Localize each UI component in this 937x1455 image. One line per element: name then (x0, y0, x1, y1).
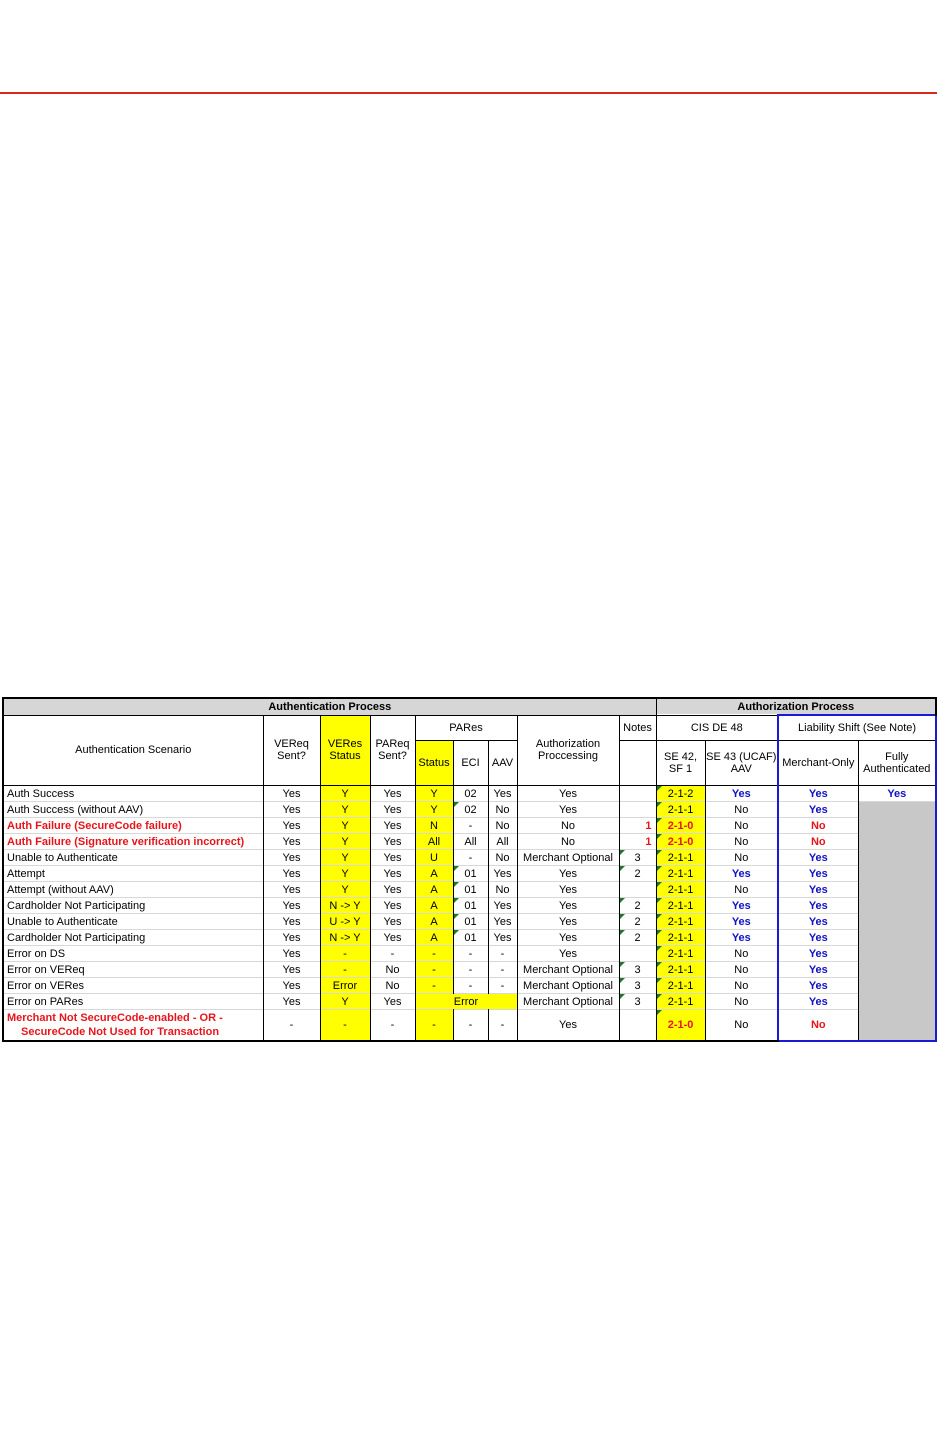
se43-cell: Yes (705, 930, 778, 946)
securecode-scenario-table (2, 697, 937, 1042)
table-row (3, 1010, 936, 1042)
pares-aav-cell: Yes (488, 930, 517, 946)
se42-cell: 2-1-1 (656, 962, 705, 978)
se42-cell: 2-1-1 (656, 866, 705, 882)
authorization-processing-cell: No (517, 834, 619, 850)
merchant-only-cell: No (778, 818, 858, 834)
se42-cell: 2-1-2 (656, 786, 705, 802)
notes-cell: 1 (619, 818, 656, 834)
pares-aav-cell: No (488, 850, 517, 866)
scenario-cell: Auth Failure (SecureCode failure) (3, 818, 263, 834)
notes-cell: 3 (619, 962, 656, 978)
pares-status-cell: N (415, 818, 453, 834)
vereq-sent-cell: Yes (263, 866, 320, 882)
merchant-only-cell: Yes (778, 882, 858, 898)
notes-cell: 2 (619, 914, 656, 930)
authentication-process-header: Authentication Process (3, 698, 656, 715)
veres-status-cell: Error (320, 978, 370, 994)
pareq-sent-cell: Yes (370, 802, 415, 818)
se43-cell: No (705, 882, 778, 898)
scenario-cell: Auth Success (without AAV) (3, 802, 263, 818)
se43-cell: Yes (705, 898, 778, 914)
authorization-process-header: Authorization Process (656, 698, 936, 715)
se42-cell: 2-1-1 (656, 946, 705, 962)
notes-cell (619, 786, 656, 802)
se43-cell: No (705, 978, 778, 994)
pares-aav-header: AAV (488, 741, 517, 786)
se42-cell: 2-1-0 (656, 834, 705, 850)
pares-status-cell: A (415, 882, 453, 898)
notes-cell: 2 (619, 930, 656, 946)
pareq-sent-cell: Yes (370, 898, 415, 914)
merchant-only-cell: Yes (778, 786, 858, 802)
table-row (3, 994, 936, 1010)
se42-cell: 2-1-1 (656, 850, 705, 866)
vereq-sent-cell: Yes (263, 930, 320, 946)
authorization-processing-cell: Yes (517, 882, 619, 898)
pares-aav-cell: Yes (488, 914, 517, 930)
notes-cell (619, 946, 656, 962)
authorization-processing-cell: Yes (517, 786, 619, 802)
pareq-sent-cell: - (370, 1010, 415, 1042)
notes-subheader (619, 741, 656, 786)
vereq-sent-cell: Yes (263, 898, 320, 914)
scenario-cell: Unable to Authenticate (3, 850, 263, 866)
table-row (3, 930, 936, 946)
pares-eci-cell: - (453, 818, 488, 834)
table-row (3, 786, 936, 802)
pareq-sent-header: PAReq Sent? (370, 715, 415, 786)
se43-cell: No (705, 802, 778, 818)
pares-status-cell: All (415, 834, 453, 850)
scenario-cell: Attempt (3, 866, 263, 882)
pares-eci-cell: 01 (453, 914, 488, 930)
vereq-sent-cell: Yes (263, 962, 320, 978)
group-header-row (3, 698, 936, 715)
pares-status-cell: A (415, 930, 453, 946)
veres-status-cell: Y (320, 994, 370, 1010)
scenario-cell: Error on VERes (3, 978, 263, 994)
pares-eci-cell: - (453, 962, 488, 978)
table-row (3, 882, 936, 898)
notes-cell (619, 802, 656, 818)
pares-status-header: Status (415, 741, 453, 786)
authorization-processing-cell: Yes (517, 802, 619, 818)
pares-status-cell: - (415, 962, 453, 978)
se42-cell: 2-1-1 (656, 882, 705, 898)
veres-status-cell: Y (320, 834, 370, 850)
authorization-processing-cell: Merchant Optional (517, 978, 619, 994)
se43-cell: Yes (705, 786, 778, 802)
pares-aav-cell: No (488, 818, 517, 834)
scenario-cell: Error on PARes (3, 994, 263, 1010)
pares-eci-cell: - (453, 850, 488, 866)
notes-cell: 3 (619, 994, 656, 1010)
vereq-sent-cell: - (263, 1010, 320, 1042)
vereq-sent-header: VEReq Sent? (263, 715, 320, 786)
table-row (3, 946, 936, 962)
se43-header: SE 43 (UCAF) AAV (705, 741, 778, 786)
pareq-sent-cell: No (370, 962, 415, 978)
pares-status-cell: A (415, 866, 453, 882)
notes-cell (619, 882, 656, 898)
veres-status-cell: - (320, 1010, 370, 1042)
header-rule (0, 92, 937, 94)
authorization-processing-cell: Merchant Optional (517, 962, 619, 978)
se43-cell: No (705, 946, 778, 962)
table-row (3, 978, 936, 994)
veres-status-cell: Y (320, 882, 370, 898)
authorization-processing-cell: Merchant Optional (517, 850, 619, 866)
table-row (3, 818, 936, 834)
vereq-sent-cell: Yes (263, 978, 320, 994)
pares-aav-cell: Yes (488, 898, 517, 914)
pareq-sent-cell: No (370, 978, 415, 994)
pares-error-cell: Error (415, 994, 517, 1010)
table-row (3, 898, 936, 914)
pares-aav-cell: - (488, 978, 517, 994)
vereq-sent-cell: Yes (263, 914, 320, 930)
se42-header: SE 42, SF 1 (656, 741, 705, 786)
scenario-cell (3, 1010, 263, 1042)
scenario-cell: Auth Failure (Signature verification incorrect) (3, 834, 263, 850)
se43-cell: No (705, 1010, 778, 1042)
column-header-row (3, 715, 936, 741)
merchant-only-cell: Yes (778, 994, 858, 1010)
pares-status-cell: - (415, 978, 453, 994)
notes-cell: 1 (619, 834, 656, 850)
scenario-cell: Error on DS (3, 946, 263, 962)
se43-cell: No (705, 834, 778, 850)
pareq-sent-cell: Yes (370, 834, 415, 850)
pares-status-cell: A (415, 914, 453, 930)
authorization-processing-cell: No (517, 818, 619, 834)
vereq-sent-cell: Yes (263, 850, 320, 866)
pares-status-cell: A (415, 898, 453, 914)
table-row (3, 850, 936, 866)
se42-cell: 2-1-1 (656, 978, 705, 994)
authentication-scenario-header: Authentication Scenario (3, 715, 263, 786)
pares-aav-cell: Yes (488, 866, 517, 882)
pares-eci-cell: All (453, 834, 488, 850)
merchant-only-cell: Yes (778, 898, 858, 914)
pares-eci-cell: - (453, 1010, 488, 1042)
veres-status-cell: Y (320, 786, 370, 802)
pares-eci-cell: 02 (453, 802, 488, 818)
authorization-processing-cell: Yes (517, 930, 619, 946)
table-row (3, 802, 936, 818)
fully-authenticated-header: Fully Authenticated (858, 741, 936, 786)
se42-cell: 2-1-1 (656, 914, 705, 930)
pares-aav-cell: No (488, 802, 517, 818)
pares-aav-cell: Yes (488, 786, 517, 802)
scenario-cell: Cardholder Not Participating (3, 898, 263, 914)
authorization-processing-cell: Yes (517, 866, 619, 882)
pares-eci-cell: 01 (453, 930, 488, 946)
veres-status-cell: N -> Y (320, 930, 370, 946)
scenario-cell: Error on VEReq (3, 962, 263, 978)
pares-eci-cell: - (453, 978, 488, 994)
pares-aav-cell: - (488, 962, 517, 978)
notes-header: Notes (619, 715, 656, 741)
veres-status-cell: N -> Y (320, 898, 370, 914)
pares-status-cell: - (415, 946, 453, 962)
scenario-cell: Auth Success (3, 786, 263, 802)
se42-cell: 2-1-1 (656, 898, 705, 914)
vereq-sent-cell: Yes (263, 786, 320, 802)
pareq-sent-cell: Yes (370, 914, 415, 930)
authorization-processing-cell: Yes (517, 1010, 619, 1042)
se43-cell: No (705, 818, 778, 834)
authorization-processing-cell: Yes (517, 946, 619, 962)
veres-status-cell: Y (320, 850, 370, 866)
se42-cell: 2-1-0 (656, 818, 705, 834)
table-row (3, 962, 936, 978)
authorization-processing-cell: Merchant Optional (517, 994, 619, 1010)
scenario-line-2: SecureCode Not Used for Transaction (21, 1026, 220, 1038)
fully-authenticated-na-cell (858, 802, 936, 1042)
merchant-only-cell: Yes (778, 866, 858, 882)
merchant-only-cell: Yes (778, 850, 858, 866)
authorization-processing-cell: Yes (517, 898, 619, 914)
veres-status-cell: Y (320, 866, 370, 882)
vereq-sent-cell: Yes (263, 994, 320, 1010)
merchant-only-cell: Yes (778, 930, 858, 946)
veres-status-cell: - (320, 946, 370, 962)
fully-authenticated-cell: Yes (858, 786, 936, 802)
pareq-sent-cell: Yes (370, 994, 415, 1010)
pares-aav-cell: All (488, 834, 517, 850)
pareq-sent-cell: Yes (370, 850, 415, 866)
cis-de48-header: CIS DE 48 (656, 715, 778, 741)
veres-status-header: VERes Status (320, 715, 370, 786)
se42-cell: 2-1-1 (656, 930, 705, 946)
se43-cell: No (705, 850, 778, 866)
pares-status-cell: U (415, 850, 453, 866)
veres-status-cell: Y (320, 802, 370, 818)
pares-eci-cell: 01 (453, 866, 488, 882)
veres-status-cell: U -> Y (320, 914, 370, 930)
vereq-sent-cell: Yes (263, 834, 320, 850)
merchant-only-cell: Yes (778, 946, 858, 962)
authorization-processing-header: Authorization Proccessing (517, 715, 619, 786)
pares-status-cell: Y (415, 802, 453, 818)
scenario-cell: Unable to Authenticate (3, 914, 263, 930)
se42-cell: 2-1-0 (656, 1010, 705, 1042)
pares-eci-header: ECI (453, 741, 488, 786)
pares-aav-cell: No (488, 882, 517, 898)
se42-cell: 2-1-1 (656, 994, 705, 1010)
vereq-sent-cell: Yes (263, 882, 320, 898)
scenario-cell: Attempt (without AAV) (3, 882, 263, 898)
se43-cell: Yes (705, 914, 778, 930)
notes-cell: 2 (619, 866, 656, 882)
merchant-only-cell: Yes (778, 962, 858, 978)
se42-cell: 2-1-1 (656, 802, 705, 818)
vereq-sent-cell: Yes (263, 818, 320, 834)
pareq-sent-cell: Yes (370, 866, 415, 882)
pares-eci-cell: 02 (453, 786, 488, 802)
se43-cell: No (705, 994, 778, 1010)
scenario-line-1: Merchant Not SecureCode-enabled - OR - (7, 1012, 223, 1024)
pareq-sent-cell: Yes (370, 786, 415, 802)
merchant-only-cell: Yes (778, 978, 858, 994)
merchant-only-cell: Yes (778, 914, 858, 930)
pares-aav-cell: - (488, 1010, 517, 1042)
pares-eci-cell: - (453, 946, 488, 962)
pares-eci-cell: 01 (453, 882, 488, 898)
merchant-only-cell: Yes (778, 802, 858, 818)
authorization-processing-cell: Yes (517, 914, 619, 930)
vereq-sent-cell: Yes (263, 946, 320, 962)
pareq-sent-cell: Yes (370, 930, 415, 946)
veres-status-cell: - (320, 962, 370, 978)
pares-eci-cell: 01 (453, 898, 488, 914)
notes-cell (619, 1010, 656, 1042)
merchant-only-cell: No (778, 1010, 858, 1042)
pares-status-cell: - (415, 1010, 453, 1042)
pareq-sent-cell: - (370, 946, 415, 962)
notes-cell: 3 (619, 850, 656, 866)
veres-status-cell: Y (320, 818, 370, 834)
pares-status-cell: Y (415, 786, 453, 802)
pareq-sent-cell: Yes (370, 818, 415, 834)
table-row (3, 914, 936, 930)
merchant-only-cell: No (778, 834, 858, 850)
pareq-sent-cell: Yes (370, 882, 415, 898)
notes-cell: 2 (619, 898, 656, 914)
pares-header: PARes (415, 715, 517, 741)
scenario-cell: Cardholder Not Participating (3, 930, 263, 946)
table-row (3, 866, 936, 882)
se43-cell: No (705, 962, 778, 978)
table-row (3, 834, 936, 850)
vereq-sent-cell: Yes (263, 802, 320, 818)
merchant-only-header: Merchant-Only (778, 741, 858, 786)
pares-aav-cell: - (488, 946, 517, 962)
liability-shift-header: Liability Shift (See Note) (778, 715, 936, 741)
se43-cell: Yes (705, 866, 778, 882)
notes-cell: 3 (619, 978, 656, 994)
